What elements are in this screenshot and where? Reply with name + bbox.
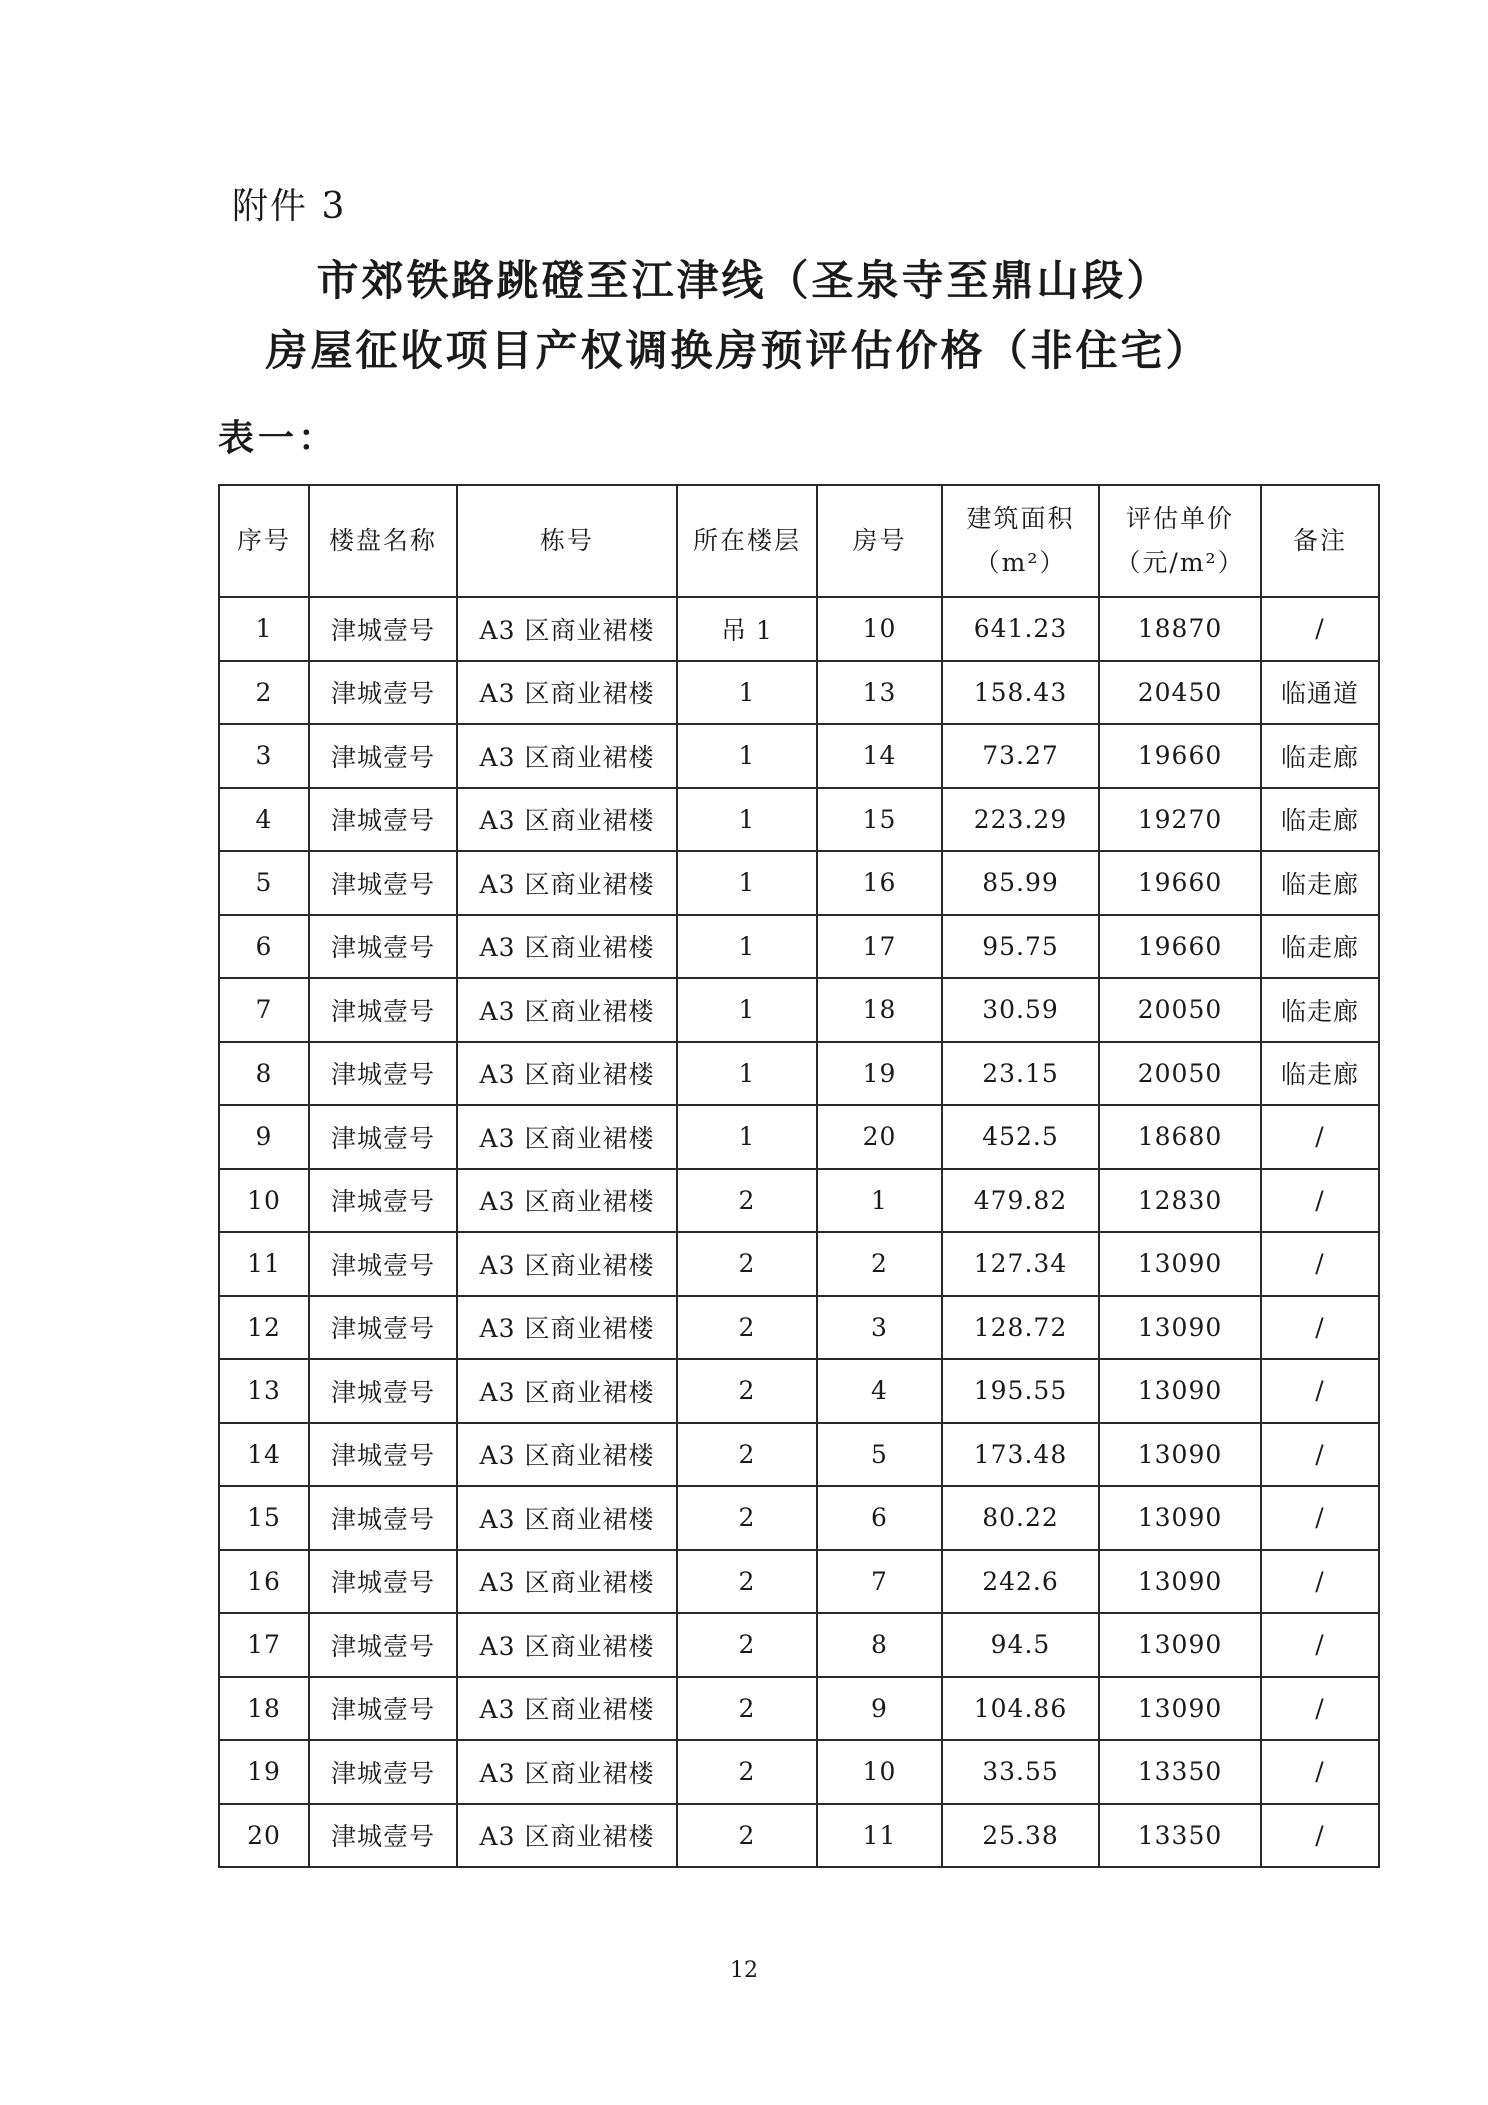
table-row (219, 1486, 1379, 1550)
header-price-line-2: （元/m²） (1115, 548, 1245, 577)
cell-area: 23.15 (942, 1042, 1099, 1106)
document-title-line-2: 房屋征收项目产权调换房预评估价格（非住宅） (265, 326, 1211, 375)
cell-room: 13 (817, 661, 942, 725)
cell-seq: 17 (219, 1613, 309, 1677)
cell-room: 19 (817, 1042, 942, 1106)
cell-building: A3 区商业裙楼 (457, 661, 677, 725)
cell-remark: 临走廊 (1261, 724, 1379, 788)
cell-estate: 津城壹号 (309, 1105, 457, 1169)
cell-remark: / (1261, 1550, 1379, 1614)
table-row (219, 1550, 1379, 1614)
cell-room: 10 (817, 1740, 942, 1804)
cell-estate: 津城壹号 (309, 1613, 457, 1677)
cell-floor: 2 (677, 1486, 817, 1550)
cell-seq: 10 (219, 1169, 309, 1233)
cell-seq: 14 (219, 1423, 309, 1487)
cell-remark: / (1261, 1613, 1379, 1677)
cell-remark: 临走廊 (1261, 915, 1379, 979)
cell-floor: 2 (677, 1677, 817, 1741)
cell-room: 9 (817, 1677, 942, 1741)
table-row (219, 597, 1379, 661)
cell-estate: 津城壹号 (309, 1804, 457, 1868)
cell-price: 13090 (1099, 1486, 1261, 1550)
cell-floor: 2 (677, 1613, 817, 1677)
cell-building: A3 区商业裙楼 (457, 915, 677, 979)
cell-seq: 20 (219, 1804, 309, 1868)
cell-building: A3 区商业裙楼 (457, 1423, 677, 1487)
cell-seq: 13 (219, 1359, 309, 1423)
table-row (219, 1232, 1379, 1296)
cell-seq: 9 (219, 1105, 309, 1169)
cell-area: 80.22 (942, 1486, 1099, 1550)
cell-price: 19660 (1099, 724, 1261, 788)
cell-floor: 1 (677, 661, 817, 725)
cell-estate: 津城壹号 (309, 1169, 457, 1233)
header-room: 房号 (817, 485, 942, 597)
cell-seq: 7 (219, 978, 309, 1042)
cell-floor: 1 (677, 724, 817, 788)
cell-building: A3 区商业裙楼 (457, 1042, 677, 1106)
cell-remark: / (1261, 1423, 1379, 1487)
cell-area: 95.75 (942, 915, 1099, 979)
table-row (219, 1804, 1379, 1868)
cell-remark: / (1261, 1677, 1379, 1741)
header-area-line-1: 建筑面积 (966, 504, 1075, 533)
cell-room: 20 (817, 1105, 942, 1169)
cell-price: 19660 (1099, 915, 1261, 979)
cell-floor: 1 (677, 1042, 817, 1106)
cell-building: A3 区商业裙楼 (457, 1804, 677, 1868)
table-row (219, 1296, 1379, 1360)
table-header-row (219, 485, 1379, 597)
cell-remark: / (1261, 1169, 1379, 1233)
cell-room: 16 (817, 851, 942, 915)
cell-remark: / (1261, 1804, 1379, 1868)
cell-estate: 津城壹号 (309, 724, 457, 788)
cell-room: 8 (817, 1613, 942, 1677)
cell-price: 13090 (1099, 1423, 1261, 1487)
cell-area: 195.55 (942, 1359, 1099, 1423)
cell-floor: 2 (677, 1423, 817, 1487)
header-floor: 所在楼层 (677, 485, 817, 597)
cell-building: A3 区商业裙楼 (457, 851, 677, 915)
cell-building: A3 区商业裙楼 (457, 1359, 677, 1423)
cell-seq: 1 (219, 597, 309, 661)
cell-area: 242.6 (942, 1550, 1099, 1614)
cell-building: A3 区商业裙楼 (457, 978, 677, 1042)
cell-room: 1 (817, 1169, 942, 1233)
document-title-line-1: 市郊铁路跳磴至江津线（圣泉寺至鼎山段） (316, 256, 1172, 305)
cell-seq: 12 (219, 1296, 309, 1360)
cell-area: 33.55 (942, 1740, 1099, 1804)
cell-price: 13090 (1099, 1296, 1261, 1360)
cell-room: 4 (817, 1359, 942, 1423)
cell-seq: 5 (219, 851, 309, 915)
table-row (219, 1423, 1379, 1487)
valuation-table (218, 484, 1380, 1868)
cell-seq: 2 (219, 661, 309, 725)
cell-remark: 临走廊 (1261, 1042, 1379, 1106)
cell-seq: 15 (219, 1486, 309, 1550)
cell-floor: 吊 1 (677, 597, 817, 661)
cell-area: 94.5 (942, 1613, 1099, 1677)
cell-price: 20050 (1099, 978, 1261, 1042)
cell-room: 6 (817, 1486, 942, 1550)
cell-price: 20050 (1099, 1042, 1261, 1106)
cell-floor: 2 (677, 1296, 817, 1360)
table-row (219, 661, 1379, 725)
cell-price: 19660 (1099, 851, 1261, 915)
header-price-line-1: 评估单价 (1125, 504, 1234, 533)
cell-estate: 津城壹号 (309, 597, 457, 661)
cell-price: 13090 (1099, 1550, 1261, 1614)
cell-remark: / (1261, 597, 1379, 661)
cell-floor: 1 (677, 788, 817, 852)
cell-estate: 津城壹号 (309, 1740, 457, 1804)
cell-price: 18680 (1099, 1105, 1261, 1169)
header-price (1099, 485, 1261, 597)
cell-room: 5 (817, 1423, 942, 1487)
cell-estate: 津城壹号 (309, 661, 457, 725)
cell-area: 128.72 (942, 1296, 1099, 1360)
cell-estate: 津城壹号 (309, 1423, 457, 1487)
cell-price: 13090 (1099, 1613, 1261, 1677)
header-area (942, 485, 1099, 597)
cell-price: 18870 (1099, 597, 1261, 661)
attachment-label: 附件 3 (232, 186, 347, 227)
cell-remark: / (1261, 1740, 1379, 1804)
cell-price: 13350 (1099, 1804, 1261, 1868)
cell-remark: / (1261, 1232, 1379, 1296)
cell-estate: 津城壹号 (309, 915, 457, 979)
cell-room: 18 (817, 978, 942, 1042)
cell-area: 452.5 (942, 1105, 1099, 1169)
cell-floor: 2 (677, 1232, 817, 1296)
table-row (219, 1105, 1379, 1169)
cell-price: 13350 (1099, 1740, 1261, 1804)
cell-estate: 津城壹号 (309, 1677, 457, 1741)
header-estate: 楼盘名称 (309, 485, 457, 597)
cell-seq: 8 (219, 1042, 309, 1106)
table-row (219, 1740, 1379, 1804)
cell-building: A3 区商业裙楼 (457, 1169, 677, 1233)
cell-estate: 津城壹号 (309, 1296, 457, 1360)
page-number: 12 (730, 1958, 758, 1983)
cell-room: 7 (817, 1550, 942, 1614)
cell-floor: 1 (677, 978, 817, 1042)
cell-price: 20450 (1099, 661, 1261, 725)
cell-building: A3 区商业裙楼 (457, 788, 677, 852)
cell-room: 14 (817, 724, 942, 788)
table-body (219, 597, 1379, 1867)
table-label: 表一： (218, 417, 339, 459)
cell-floor: 1 (677, 915, 817, 979)
cell-remark: / (1261, 1105, 1379, 1169)
cell-room: 10 (817, 597, 942, 661)
table-row (219, 1042, 1379, 1106)
cell-room: 11 (817, 1804, 942, 1868)
cell-seq: 19 (219, 1740, 309, 1804)
cell-remark: / (1261, 1486, 1379, 1550)
table-row (219, 724, 1379, 788)
cell-estate: 津城壹号 (309, 1042, 457, 1106)
cell-seq: 18 (219, 1677, 309, 1741)
cell-estate: 津城壹号 (309, 978, 457, 1042)
header-seq: 序号 (219, 485, 309, 597)
cell-remark: 临走廊 (1261, 851, 1379, 915)
cell-building: A3 区商业裙楼 (457, 1677, 677, 1741)
cell-remark: 临走廊 (1261, 788, 1379, 852)
cell-floor: 2 (677, 1169, 817, 1233)
cell-area: 85.99 (942, 851, 1099, 915)
cell-room: 3 (817, 1296, 942, 1360)
cell-area: 641.23 (942, 597, 1099, 661)
cell-building: A3 区商业裙楼 (457, 1740, 677, 1804)
cell-room: 17 (817, 915, 942, 979)
table-row (219, 788, 1379, 852)
cell-building: A3 区商业裙楼 (457, 1550, 677, 1614)
cell-remark: 临通道 (1261, 661, 1379, 725)
cell-building: A3 区商业裙楼 (457, 724, 677, 788)
cell-estate: 津城壹号 (309, 1486, 457, 1550)
cell-floor: 2 (677, 1550, 817, 1614)
cell-area: 223.29 (942, 788, 1099, 852)
cell-room: 2 (817, 1232, 942, 1296)
cell-building: A3 区商业裙楼 (457, 1296, 677, 1360)
cell-area: 104.86 (942, 1677, 1099, 1741)
cell-remark: / (1261, 1296, 1379, 1360)
cell-area: 479.82 (942, 1169, 1099, 1233)
table-row (219, 915, 1379, 979)
cell-area: 73.27 (942, 724, 1099, 788)
cell-remark: 临走廊 (1261, 978, 1379, 1042)
cell-price: 13090 (1099, 1359, 1261, 1423)
cell-floor: 2 (677, 1740, 817, 1804)
cell-price: 13090 (1099, 1232, 1261, 1296)
cell-area: 173.48 (942, 1423, 1099, 1487)
table-row (219, 1169, 1379, 1233)
cell-floor: 1 (677, 1105, 817, 1169)
table-row (219, 1677, 1379, 1741)
cell-area: 30.59 (942, 978, 1099, 1042)
cell-price: 12830 (1099, 1169, 1261, 1233)
cell-seq: 6 (219, 915, 309, 979)
cell-building: A3 区商业裙楼 (457, 1232, 677, 1296)
header-remark: 备注 (1261, 485, 1379, 597)
header-area-line-2: （m²） (974, 548, 1067, 577)
cell-building: A3 区商业裙楼 (457, 1486, 677, 1550)
cell-area: 127.34 (942, 1232, 1099, 1296)
cell-building: A3 区商业裙楼 (457, 1613, 677, 1677)
cell-floor: 2 (677, 1359, 817, 1423)
cell-floor: 2 (677, 1804, 817, 1868)
cell-remark: / (1261, 1359, 1379, 1423)
cell-price: 19270 (1099, 788, 1261, 852)
table-row (219, 1613, 1379, 1677)
cell-area: 25.38 (942, 1804, 1099, 1868)
table-row (219, 851, 1379, 915)
cell-estate: 津城壹号 (309, 1550, 457, 1614)
cell-seq: 11 (219, 1232, 309, 1296)
header-building: 栋号 (457, 485, 677, 597)
cell-seq: 3 (219, 724, 309, 788)
cell-building: A3 区商业裙楼 (457, 1105, 677, 1169)
cell-estate: 津城壹号 (309, 851, 457, 915)
cell-estate: 津城壹号 (309, 788, 457, 852)
cell-building: A3 区商业裙楼 (457, 597, 677, 661)
cell-estate: 津城壹号 (309, 1359, 457, 1423)
table-row (219, 978, 1379, 1042)
cell-price: 13090 (1099, 1677, 1261, 1741)
cell-area: 158.43 (942, 661, 1099, 725)
cell-seq: 16 (219, 1550, 309, 1614)
cell-seq: 4 (219, 788, 309, 852)
table-row (219, 1359, 1379, 1423)
cell-floor: 1 (677, 851, 817, 915)
cell-estate: 津城壹号 (309, 1232, 457, 1296)
cell-room: 15 (817, 788, 942, 852)
